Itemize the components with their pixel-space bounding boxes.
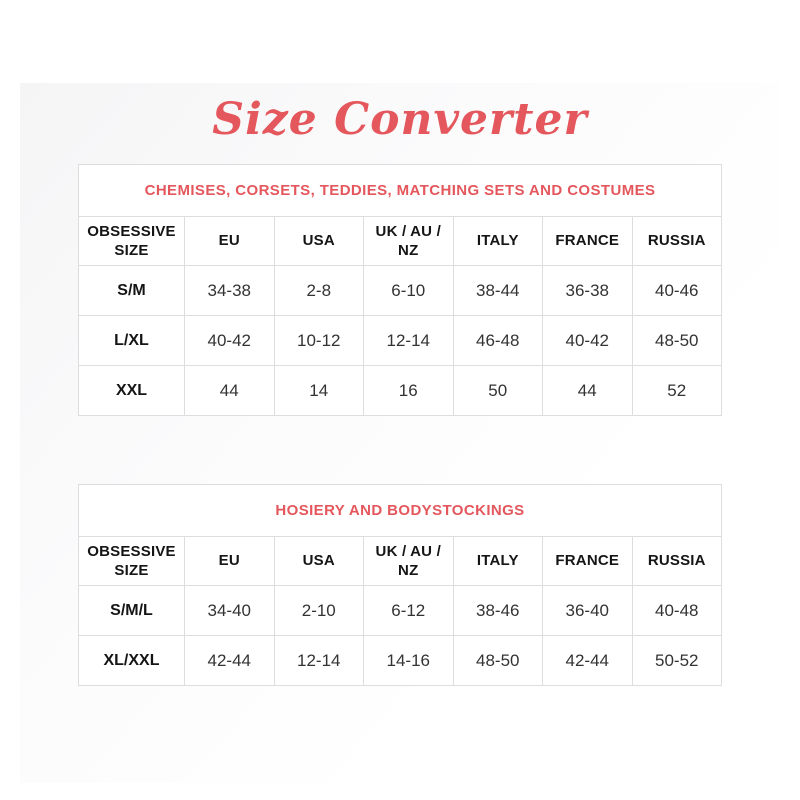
column-header-eu: EU — [185, 537, 275, 586]
column-header-obsessive-size: OBSESSIVE SIZE — [79, 537, 185, 586]
size-cell: 12-14 — [274, 636, 364, 686]
size-cell: 50-52 — [632, 636, 722, 686]
size-cell: 6-10 — [364, 266, 454, 316]
column-header-russia: RUSSIA — [632, 217, 722, 266]
table-header-row — [79, 217, 722, 266]
size-cell: 40-42 — [543, 316, 633, 366]
size-cell: 6-12 — [364, 586, 454, 636]
table-caption: HOSIERY AND BODYSTOCKINGS — [79, 485, 722, 537]
size-cell: 42-44 — [185, 636, 275, 686]
table-caption-row — [79, 165, 722, 217]
size-cell: 44 — [185, 366, 275, 416]
column-header-usa: USA — [274, 217, 364, 266]
table-row — [79, 266, 722, 316]
column-header-italy: ITALY — [453, 217, 543, 266]
size-cell: 38-46 — [453, 586, 543, 636]
column-header-france: FRANCE — [543, 217, 633, 266]
column-header-russia: RUSSIA — [632, 537, 722, 586]
size-cell: 36-38 — [543, 266, 633, 316]
column-header-eu: EU — [185, 217, 275, 266]
table-caption-row — [79, 485, 722, 537]
size-label-cell: XL/XXL — [79, 636, 185, 686]
size-cell: 34-40 — [185, 586, 275, 636]
column-header-italy: ITALY — [453, 537, 543, 586]
size-cell: 40-48 — [632, 586, 722, 636]
size-cell: 2-8 — [274, 266, 364, 316]
size-cell: 44 — [543, 366, 633, 416]
column-header-usa: USA — [274, 537, 364, 586]
table-row — [79, 366, 722, 416]
table-row — [79, 586, 722, 636]
table-header-row — [79, 537, 722, 586]
size-cell: 46-48 — [453, 316, 543, 366]
page-title: Size Converter — [212, 94, 588, 145]
size-cell: 40-46 — [632, 266, 722, 316]
size-cell: 14 — [274, 366, 364, 416]
size-cell: 48-50 — [632, 316, 722, 366]
size-cell: 16 — [364, 366, 454, 416]
column-header-uk-au-nz: UK / AU / NZ — [364, 217, 454, 266]
size-label-cell: XXL — [79, 366, 185, 416]
size-cell: 48-50 — [453, 636, 543, 686]
size-label-cell: S/M — [79, 266, 185, 316]
size-label-cell: S/M/L — [79, 586, 185, 636]
size-cell: 34-38 — [185, 266, 275, 316]
table-caption: CHEMISES, CORSETS, TEDDIES, MATCHING SETS AND COSTUMES — [79, 165, 722, 217]
size-cell: 2-10 — [274, 586, 364, 636]
table-row — [79, 316, 722, 366]
size-cell: 12-14 — [364, 316, 454, 366]
column-header-obsessive-size: OBSESSIVE SIZE — [79, 217, 185, 266]
size-label-cell: L/XL — [79, 316, 185, 366]
table-row — [79, 636, 722, 686]
size-cell: 38-44 — [453, 266, 543, 316]
column-header-uk-au-nz: UK / AU / NZ — [364, 537, 454, 586]
size-cell: 52 — [632, 366, 722, 416]
size-cell: 42-44 — [543, 636, 633, 686]
size-cell: 36-40 — [543, 586, 633, 636]
content-card — [20, 83, 780, 783]
size-table-chemises — [78, 164, 722, 416]
size-cell: 14-16 — [364, 636, 454, 686]
size-cell: 40-42 — [185, 316, 275, 366]
size-table-hosiery — [78, 484, 722, 686]
size-cell: 50 — [453, 366, 543, 416]
size-cell: 10-12 — [274, 316, 364, 366]
column-header-france: FRANCE — [543, 537, 633, 586]
